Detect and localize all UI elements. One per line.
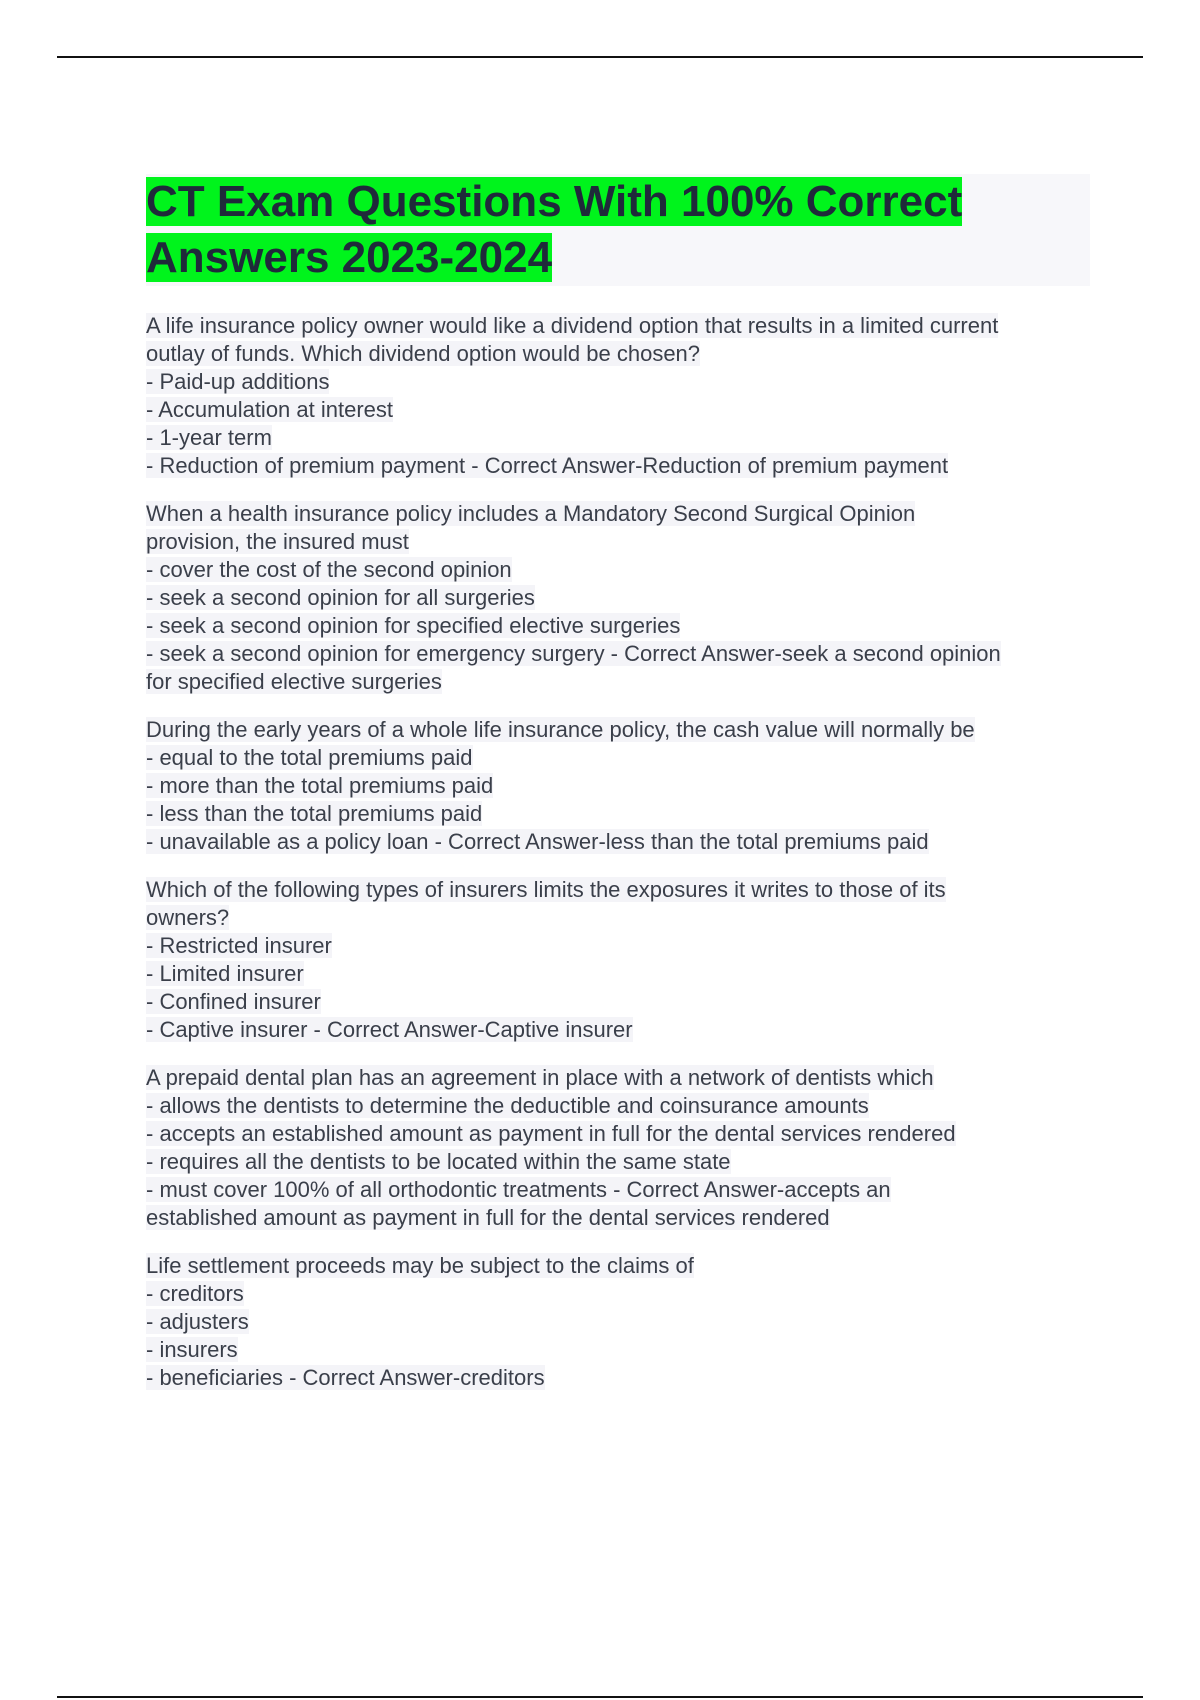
question-line xyxy=(146,800,1090,828)
question-line-text: - seek a second opinion for emergency surgery - Correct Answer-seek a second opinion xyxy=(146,641,1001,666)
question-line-text: - Paid-up additions xyxy=(146,369,330,394)
question-line-text: - beneficiaries - Correct Answer-creditors xyxy=(146,1365,545,1390)
question-text-line xyxy=(146,716,1090,744)
question-line-text: A life insurance policy owner would like a dividend option that results in a limited current xyxy=(146,313,999,338)
question-line-text: - 1-year term xyxy=(146,425,272,450)
question-line xyxy=(146,556,1090,584)
question-line-text: - more than the total premiums paid xyxy=(146,773,494,798)
question-line-text: Which of the following types of insurers limits the exposures it writes to those of its xyxy=(146,877,946,902)
question-line-text: established amount as payment in full for the dental services rendered xyxy=(146,1205,830,1230)
question-line-text: Life settlement proceeds may be subject to the claims of xyxy=(146,1253,694,1278)
question-line-text: - requires all the dentists to be located within the same state xyxy=(146,1149,731,1174)
question-line-text: - Limited insurer xyxy=(146,961,304,986)
question-line-text: During the early years of a whole life insurance policy, the cash value will normally be xyxy=(146,717,975,742)
bottom-rule xyxy=(57,1696,1143,1698)
question-line xyxy=(146,1364,1090,1392)
question-line xyxy=(146,396,1090,424)
question-line-text: owners? xyxy=(146,905,230,930)
question-line xyxy=(146,368,1090,396)
question-text-line xyxy=(146,1064,1090,1092)
question-line xyxy=(146,1176,1090,1204)
question-list xyxy=(146,312,1090,1392)
question-line-text: - cover the cost of the second opinion xyxy=(146,557,512,582)
question-line-text: - insurers xyxy=(146,1337,238,1362)
question-line xyxy=(146,340,1090,368)
question-line-text: - seek a second opinion for specified elective surgeries xyxy=(146,613,681,638)
question-line-text: - creditors xyxy=(146,1281,244,1306)
question-line-text: outlay of funds. Which dividend option would be chosen? xyxy=(146,341,701,366)
question-block xyxy=(146,500,1090,696)
question-line-text: - equal to the total premiums paid xyxy=(146,745,473,770)
question-block xyxy=(146,1252,1090,1392)
document-body xyxy=(146,174,1090,1412)
question-line xyxy=(146,960,1090,988)
question-line-text: - Accumulation at interest xyxy=(146,397,394,422)
question-line-text: - adjusters xyxy=(146,1309,249,1334)
question-line xyxy=(146,528,1090,556)
question-line xyxy=(146,640,1090,668)
question-text-line xyxy=(146,312,1090,340)
question-line xyxy=(146,772,1090,800)
question-text-line xyxy=(146,876,1090,904)
question-block xyxy=(146,716,1090,856)
question-line-text: - unavailable as a policy loan - Correct Answer-less than the total premiums paid xyxy=(146,829,929,854)
question-line xyxy=(146,1280,1090,1308)
document-title xyxy=(146,174,1090,286)
question-line-text: When a health insurance policy includes a Mandatory Second Surgical Opinion xyxy=(146,501,916,526)
question-line xyxy=(146,1336,1090,1364)
question-line-text: - seek a second opinion for all surgeries xyxy=(146,585,535,610)
question-line xyxy=(146,932,1090,960)
document-title-text: CT Exam Questions With 100% Correct Answers 2023-2024 xyxy=(146,177,963,282)
question-line xyxy=(146,828,1090,856)
question-line xyxy=(146,744,1090,772)
title-block xyxy=(146,174,1090,286)
question-line xyxy=(146,1016,1090,1044)
question-line-text: - Restricted insurer xyxy=(146,933,332,958)
question-line xyxy=(146,584,1090,612)
question-line-text: A prepaid dental plan has an agreement in place with a network of dentists which xyxy=(146,1065,934,1090)
question-line xyxy=(146,988,1090,1016)
question-line xyxy=(146,1092,1090,1120)
question-line-text: - Captive insurer - Correct Answer-Captive insurer xyxy=(146,1017,633,1042)
question-line xyxy=(146,424,1090,452)
question-line-text: - accepts an established amount as payment in full for the dental services rendered xyxy=(146,1121,956,1146)
question-line xyxy=(146,904,1090,932)
question-line xyxy=(146,1148,1090,1176)
question-line-text: - must cover 100% of all orthodontic treatments - Correct Answer-accepts an xyxy=(146,1177,891,1202)
question-line-text: - Confined insurer xyxy=(146,989,321,1014)
question-line-text: for specified elective surgeries xyxy=(146,669,442,694)
question-line-text: - allows the dentists to determine the deductible and coinsurance amounts xyxy=(146,1093,869,1118)
question-line-text: - Reduction of premium payment - Correct Answer-Reduction of premium payment xyxy=(146,453,949,478)
question-line xyxy=(146,1120,1090,1148)
question-text-line xyxy=(146,1252,1090,1280)
question-block xyxy=(146,1064,1090,1232)
question-line xyxy=(146,452,1090,480)
question-line-text: - less than the total premiums paid xyxy=(146,801,483,826)
question-line xyxy=(146,668,1090,696)
question-line xyxy=(146,1308,1090,1336)
top-rule xyxy=(57,56,1143,58)
question-line xyxy=(146,612,1090,640)
question-line-text: provision, the insured must xyxy=(146,529,409,554)
question-block xyxy=(146,876,1090,1044)
question-block xyxy=(146,312,1090,480)
question-text-line xyxy=(146,500,1090,528)
question-line xyxy=(146,1204,1090,1232)
